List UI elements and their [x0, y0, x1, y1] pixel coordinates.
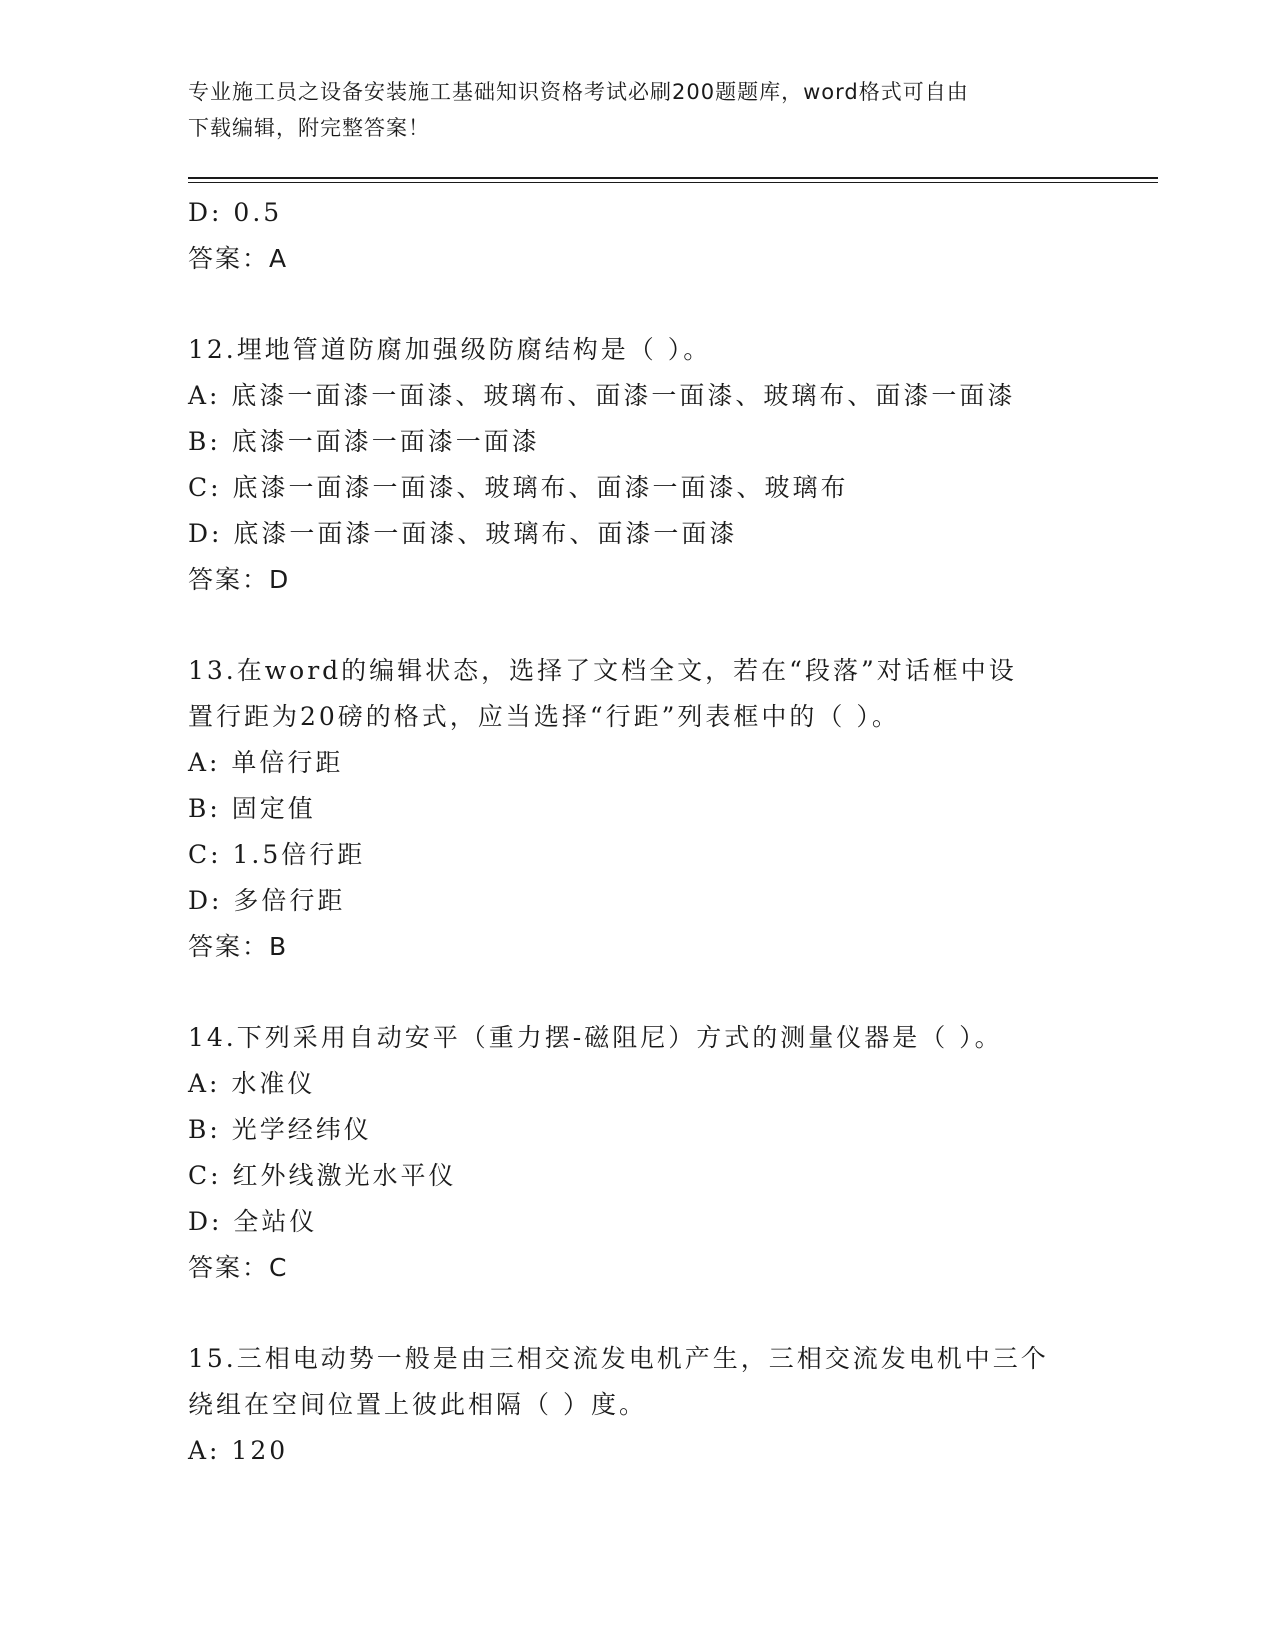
spacer: [188, 1291, 1088, 1336]
question-11-fragment: [188, 190, 1088, 282]
option-b: B: 光学经纬仪: [188, 1115, 372, 1144]
option-c: C: 1.5倍行距: [188, 840, 366, 869]
answer-line: 答案：A: [188, 244, 289, 273]
option-b: B: 底漆一面漆一面漆一面漆: [188, 427, 540, 456]
option-d: D: 0.5: [188, 198, 283, 227]
option-a: A: 底漆一面漆一面漆、玻璃布、面漆一面漆、玻璃布、面漆一面漆: [188, 381, 1016, 410]
header-divider-thin: [188, 182, 1158, 183]
spacer: [188, 970, 1088, 1015]
question-stem: 13.在word的编辑状态，选择了文档全文，若在“段落”对话框中设: [188, 656, 1017, 685]
question-stem: 15.三相电动势一般是由三相交流发电机产生，三相交流发电机中三个: [188, 1344, 1049, 1373]
document-header: [188, 74, 1078, 146]
answer-line: 答案：C: [188, 1253, 289, 1282]
question-stem-continued: 置行距为20磅的格式，应当选择“行距”列表框中的（ ）。: [188, 702, 900, 731]
option-b: B: 固定值: [188, 794, 316, 823]
question-stem: 12.埋地管道防腐加强级防腐结构是（ ）。: [188, 335, 712, 364]
option-c: C: 红外线激光水平仪: [188, 1161, 457, 1190]
header-line-2: 下载编辑，附完整答案！: [188, 116, 430, 140]
question-14: [188, 1015, 1088, 1291]
option-d: D: 底漆一面漆一面漆、玻璃布、面漆一面漆: [188, 519, 738, 548]
spacer: [188, 603, 1088, 648]
document-body: [188, 190, 1088, 1474]
question-stem: 14.下列采用自动安平（重力摆-磁阻尼）方式的测量仪器是（ ）。: [188, 1023, 1003, 1052]
answer-line: 答案：D: [188, 565, 291, 594]
question-stem-continued: 绕组在空间位置上彼此相隔（ ）度。: [188, 1390, 647, 1419]
option-d: D: 全站仪: [188, 1207, 318, 1236]
spacer: [188, 282, 1088, 327]
option-a: A: 120: [188, 1436, 289, 1465]
option-c: C: 底漆一面漆一面漆、玻璃布、面漆一面漆、玻璃布: [188, 473, 849, 502]
option-d: D: 多倍行距: [188, 886, 346, 915]
question-15: [188, 1336, 1088, 1474]
option-a: A: 水准仪: [188, 1069, 316, 1098]
question-12: [188, 327, 1088, 603]
answer-line: 答案：B: [188, 932, 289, 961]
header-line-1: 专业施工员之设备安装施工基础知识资格考试必刷200题题库，word格式可自由: [188, 80, 969, 104]
option-a: A: 单倍行距: [188, 748, 344, 777]
header-divider: [188, 177, 1158, 179]
question-13: [188, 648, 1088, 970]
